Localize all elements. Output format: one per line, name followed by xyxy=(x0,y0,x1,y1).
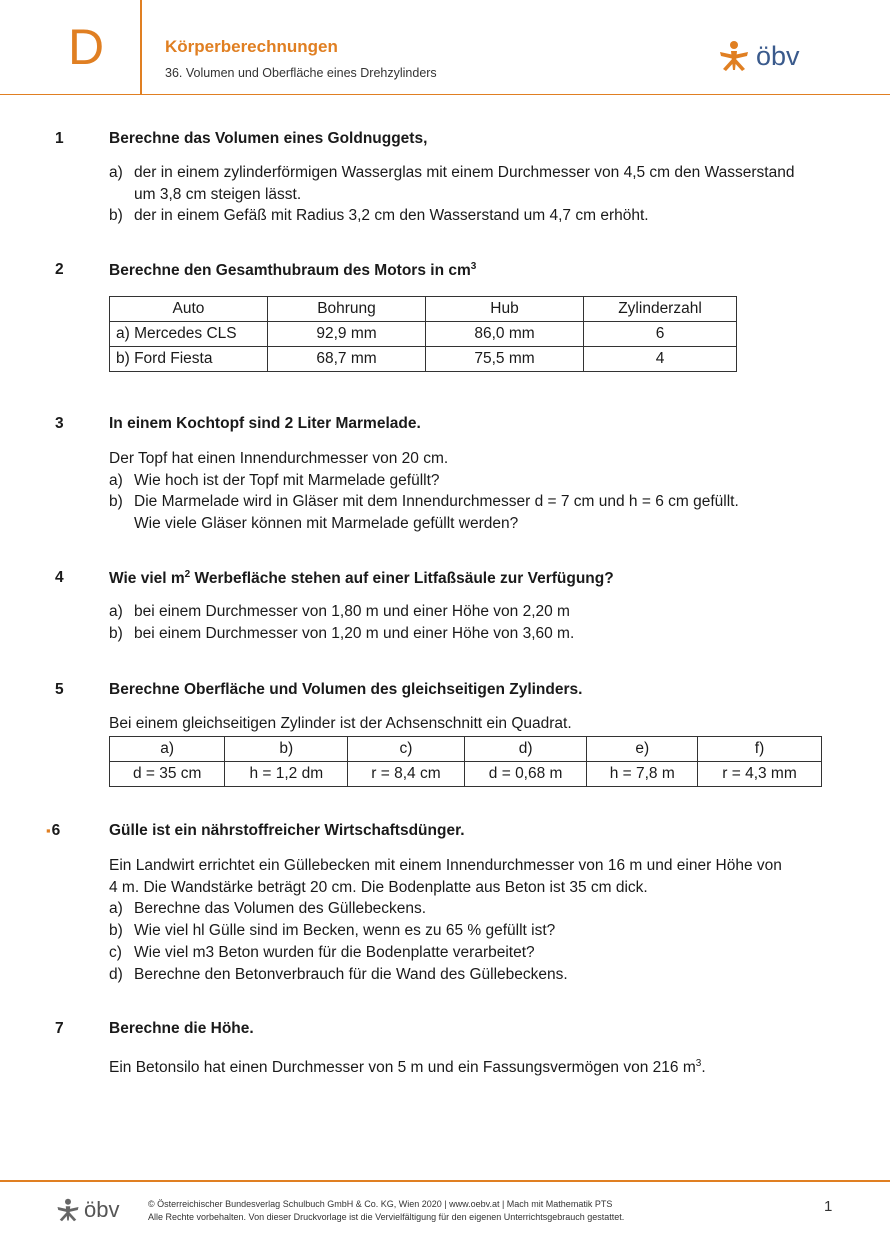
difficulty-marker: ▪ xyxy=(46,823,51,838)
list-item: a) Berechne das Volumen des Güllebeckens. xyxy=(109,900,427,918)
task-number: 1 xyxy=(55,130,64,147)
star-burst-icon xyxy=(56,1198,80,1222)
list-item: b) bei einem Durchmesser von 1,20 m und einer Höhe von 3,60 m. xyxy=(109,624,575,642)
footer-logo-wordmark: öbv xyxy=(84,1197,120,1222)
task-heading: Berechne das Volumen eines Goldnuggets, xyxy=(109,130,428,147)
list-item: b) Die Marmelade wird in Gläser mit dem Innendurchmesser d = 7 cm und h = 6 cm gefüllt. Wie viele Gläser können mit Marmelade gefüllt werden? xyxy=(109,493,739,533)
table-row: d = 35 cm h = 1,2 dm r = 8,4 cm d = 0,68 m h = 7,8 m r = 4,3 mm xyxy=(110,762,822,787)
copyright-notice: © Österreichischer Bundesverlag Schulbuch GmbH & Co. KG, Wien 2020 | www.oebv.at | Mach mit Mathematik PTS Alle Rechte vorbehalten. Von dieser Druckvorlage ist die Vervielfältigung für den eigenen Unterrichtsgebrauch gestattet. xyxy=(148,1199,625,1222)
task-number: 7 xyxy=(55,1020,64,1037)
page-number: 1 xyxy=(824,1198,833,1215)
table-row: a) Mercedes CLS 92,9 mm 86,0 mm 6 xyxy=(110,322,737,347)
list-item: d) Berechne den Betonverbrauch für die Wand des Güllebeckens. xyxy=(109,965,568,983)
table-row: b) Ford Fiesta 68,7 mm 75,5 mm 4 xyxy=(110,347,737,372)
chapter-title: Körperberechnungen xyxy=(165,37,338,56)
task-body xyxy=(109,601,839,644)
footer-divider xyxy=(0,1180,890,1182)
task-number: ▪6 xyxy=(46,822,61,839)
list-item: c) Wie viel m3 Beton wurden für die Bodenplatte verarbeitet? xyxy=(109,943,535,961)
task-body xyxy=(109,162,839,227)
header-divider xyxy=(140,0,142,94)
publisher-logo xyxy=(718,40,800,72)
task-heading: Berechne den Gesamthubraum des Motors in $cm^3$ xyxy=(109,261,477,280)
task-number: 2 xyxy=(55,261,64,278)
cylinder-table xyxy=(109,736,822,787)
table-header-row: a) b) c) d) e) f) xyxy=(110,737,822,762)
task-heading: Gülle ist ein nährstoffreicher Wirtschaftsdünger. xyxy=(109,822,465,839)
list-item: a) der in einem zylinderförmigen Wasserglas mit einem Durchmesser von 4,5 cm den Wasserstand um 3,8 cm steigen lässt. xyxy=(109,164,795,203)
task-number: 4 xyxy=(55,569,64,586)
list-item: b) der in einem Gefäß mit Radius 3,2 cm den Wasserstand um 4,7 cm erhöht. xyxy=(109,207,649,225)
list-item: b) Wie viel hl Gülle sind im Becken, wenn es zu 65 % gefüllt ist? xyxy=(109,922,556,940)
task-heading: Wie viel $m^2$ Werbefläche stehen auf einer Litfaßsäule zur Verfügung? xyxy=(109,569,614,588)
task-body: Bei einem gleichseitigen Zylinder ist der Achsenschnitt ein Quadrat. xyxy=(109,715,572,732)
section-letter: D xyxy=(68,19,105,75)
chapter-subtitle: 36. Volumen und Oberfläche eines Drehzylinders xyxy=(165,66,437,80)
task-body: Der Topf hat einen Innendurchmesser von 20 cm. a) Wie hoch ist der Topf mit Marmelade gefüllt? b) Die Marmelade wird in Gläser mit dem Innendurchmesser d = 7 cm und h = 6 cm gefüllt. Wie viele Gläser können mit Marmelade gefüllt werden? xyxy=(109,448,839,535)
task-number: 3 xyxy=(55,415,64,432)
task-body: Ein Betonsilo hat einen Durchmesser von 5 m und ein Fassungsvermögen von 216 $m^3$. xyxy=(109,1058,706,1077)
task-heading: In einem Kochtopf sind 2 Liter Marmelade. xyxy=(109,415,421,432)
star-burst-icon xyxy=(718,40,750,72)
task-number: 5 xyxy=(55,681,64,698)
list-item: a) Wie hoch ist der Topf mit Marmelade gefüllt? xyxy=(109,471,440,489)
footer-logo xyxy=(56,1198,119,1222)
table-header-row: Auto Bohrung Hub Zylinderzahl xyxy=(110,297,737,322)
list-item: a) bei einem Durchmesser von 1,80 m und einer Höhe von 2,20 m xyxy=(109,603,570,620)
task-heading: Berechne die Höhe. xyxy=(109,1020,254,1037)
task-heading: Berechne Oberfläche und Volumen des gleichseitigen Zylinders. xyxy=(109,681,583,698)
page-header xyxy=(0,0,890,95)
logo-wordmark: öbv xyxy=(756,40,800,71)
engine-table xyxy=(109,296,737,372)
task-body: Ein Landwirt errichtet ein Güllebecken mit einem Innendurchmesser von 16 m und einer Höhe von 4 m. Die Wandstärke beträgt 20 cm. Die Bodenplatte aus Beton ist 35 cm dick. a) Berechne das Volumen des Güllebeckens. b) Wie viel hl Gülle sind im Becken, wenn es zu 65 % gefüllt ist? c) Wie viel m3 Beton wurden für die Bodenplatte verarbeitet? d) Berechne den Betonverbrauch für die Wand des Güllebeckens. xyxy=(109,855,839,985)
